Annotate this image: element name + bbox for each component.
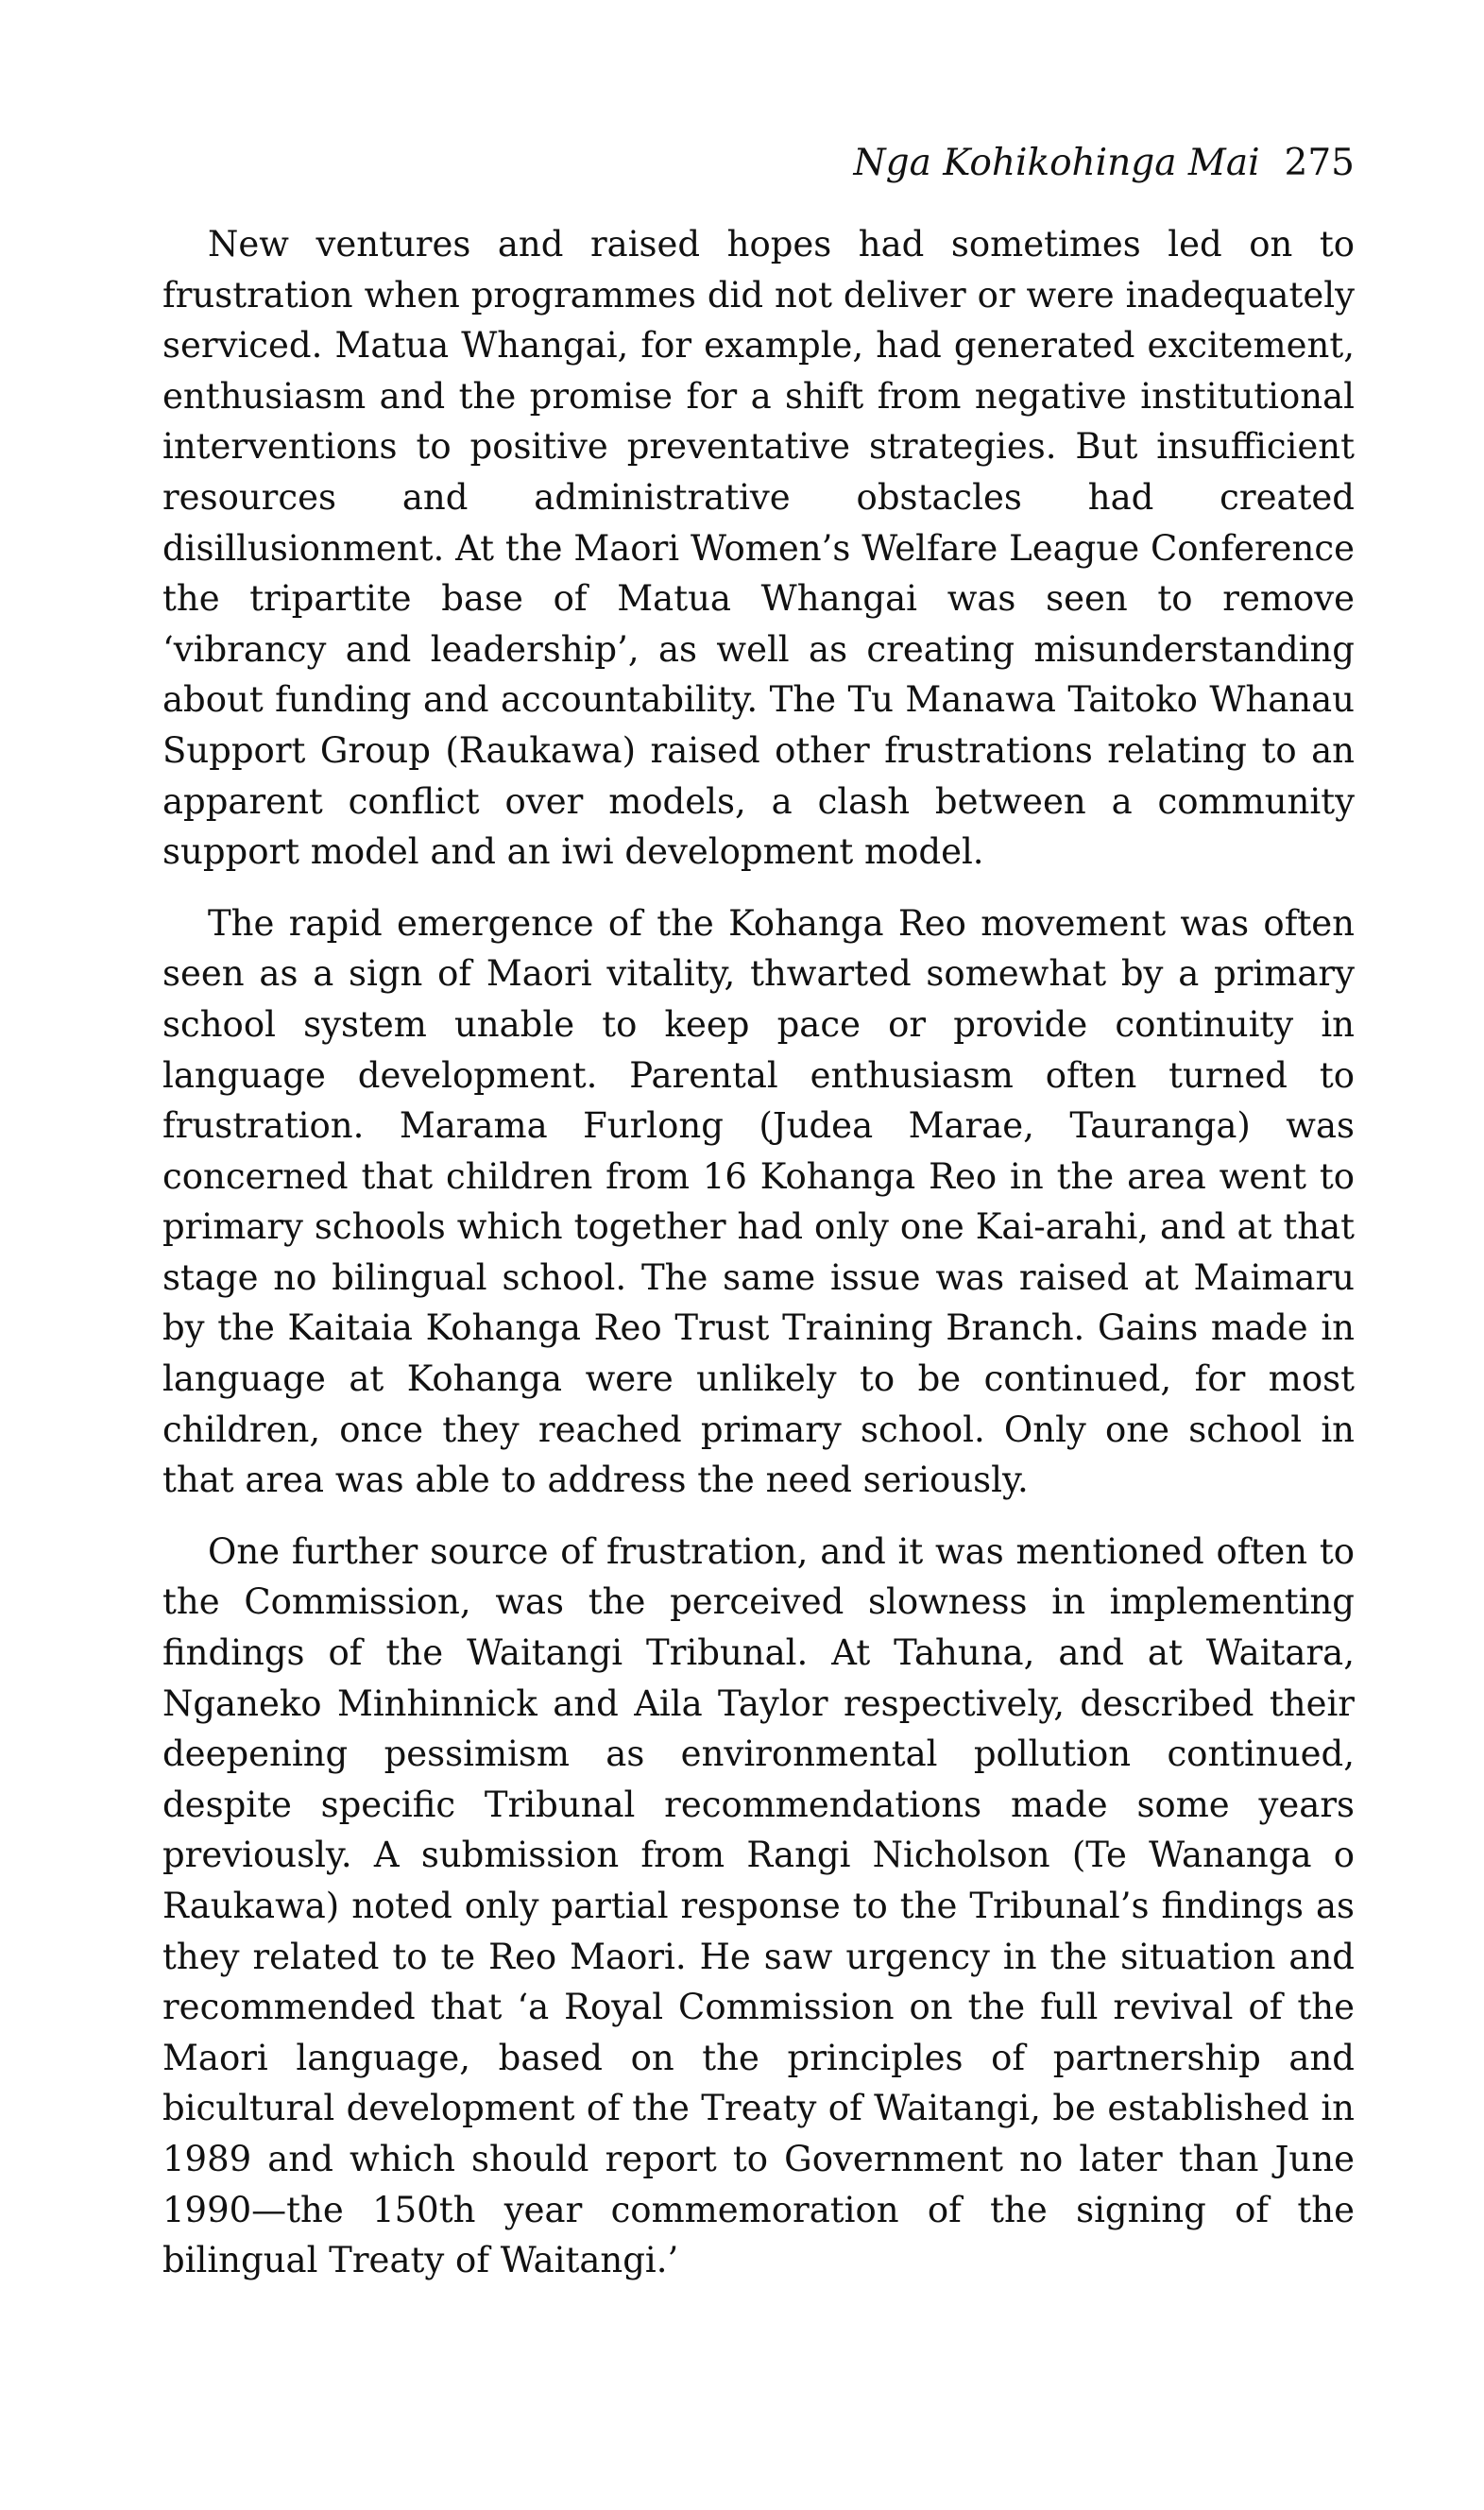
body-text: [162, 219, 1355, 2307]
page-number: 275: [1284, 142, 1355, 184]
paragraph-2: The rapid emergence of the Kohanga Reo movement was often seen as a sign of Maori vitality, thwarted somewhat by a primary school system unable to keep pace or provide continuity in language development. Parental enthusiasm often turned to frustration. Marama Furlong (Judea Marae, Tauranga) was concerned that children from 16 Kohanga Reo in the area went to primary schools which together had only one Kai-arahi, and at that stage no bilingual school. The same issue was raised at Maimaru by the Kaitaia Kohanga Reo Trust Training Branch. Gains made in language at Kohanga were unlikely to be continued, for most children, once they reached primary school. Only one school in that area was able to address the need seriously.: [162, 902, 1355, 1501]
paragraph-1: New ventures and raised hopes had sometimes led on to frustration when programmes did not deliver or were inadequately serviced. Matua Whangai, for example, had generated excitement, enthusiasm and the promise for a shift from negative institutional interventions to positive preventative strategies. But insufficient resources and administrative obstacles had created disillusionment. At the Maori Women’s Welfare League Conference the tripartite base of Matua Whangai was seen to remove ‘vibrancy and leadership’, as well as creating misunderstanding about funding and accountability. The Tu Manawa Taitoko Whanau Support Group (Raukawa) raised other frustrations relating to an apparent conflict over models, a clash between a community support model and an iwi development model.: [162, 224, 1355, 873]
running-title: Nga Kohikohinga Mai: [853, 142, 1260, 184]
running-head: [162, 142, 1355, 186]
paragraph-3: One further source of frustration, and it was mentioned often to the Commission, was the perceived slowness in implementing findings of the Waitangi Tribunal. At Tahuna, and at Waitara, Nganeko Minhinnick and Aila Taylor respectively, described their deepening pessimism as environmental pollution continued, despite specific Tribunal recommendations made some years previously. A submission from Rangi Nicholson (Te Wananga o Raukawa) noted only partial response to the Tribunal’s findings as they related to te Reo Maori. He saw urgency in the situation and recommended that ‘a Royal Commission on the full revival of the Maori language, based on the principles of partnership and bicultural development of the Treaty of Waitangi, be established in 1989 and which should report to Government no later than June 1990—the 150th year commemoration of the signing of the bilingual Treaty of Waitangi.’: [162, 1530, 1355, 2281]
